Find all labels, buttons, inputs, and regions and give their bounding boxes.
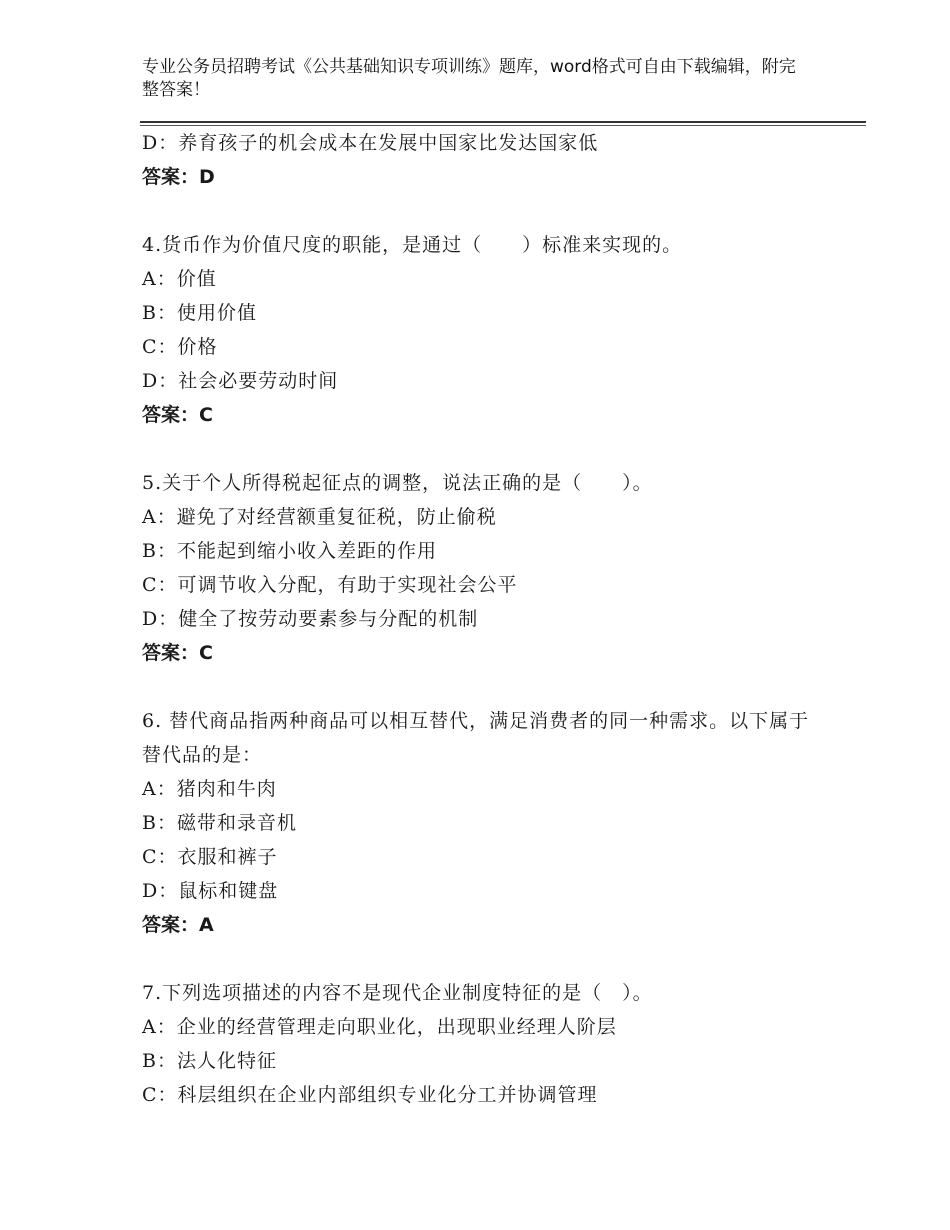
question-6-answer: 答案：A (142, 914, 214, 936)
spacer (142, 432, 842, 466)
question-6-option-a: A：猪肉和牛肉 (142, 778, 277, 800)
question-5-option-a: A：避免了对经营额重复征税，防止偷税 (142, 506, 497, 528)
question-6-text: 6. 替代商品指两种商品可以相互替代，满足消费者的同一种需求。以下属于替代品的是： (142, 710, 810, 766)
question-4-answer: 答案：C (142, 404, 213, 426)
spacer (142, 670, 842, 704)
question-7-option-a: A：企业的经营管理走向职业化，出现职业经理人阶层 (142, 1016, 617, 1038)
spacer (142, 942, 842, 976)
question-4-text: 4.货币作为价值尺度的职能，是通过（ ）标准来实现的。 (142, 234, 683, 256)
header-rule-thick (140, 121, 866, 123)
question-4-option-a: A：价值 (142, 268, 217, 290)
page-header: 专业公务员招聘考试《公共基础知识专项训练》题库，word格式可自由下载编辑，附完整答案！ (142, 57, 796, 100)
question-7-option-c: C：科层组织在企业内部组织专业化分工并协调管理 (142, 1084, 598, 1106)
question-6-option-b: B：磁带和录音机 (142, 812, 297, 834)
question-5-text: 5.关于个人所得税起征点的调整，说法正确的是（ ）。 (142, 472, 653, 494)
question-4-option-c: C：价格 (142, 336, 218, 358)
question-5-answer: 答案：C (142, 642, 213, 664)
question-4-option-d: D：社会必要劳动时间 (142, 370, 339, 392)
question-4-option-b: B：使用价值 (142, 302, 257, 324)
spacer (142, 194, 842, 228)
question-6-option-d: D：鼠标和键盘 (142, 880, 279, 902)
question-6-option-c: C：衣服和裤子 (142, 846, 278, 868)
document-body (142, 126, 842, 1112)
question-7-text: 7.下列选项描述的内容不是现代企业制度特征的是（ ）。 (142, 982, 653, 1004)
answer-line: 答案：D (142, 166, 215, 188)
option-d: D：养育孩子的机会成本在发展中国家比发达国家低 (142, 132, 599, 154)
question-5-option-c: C：可调节收入分配，有助于实现社会公平 (142, 574, 518, 596)
question-5-option-d: D：健全了按劳动要素参与分配的机制 (142, 608, 479, 630)
question-7-option-b: B：法人化特征 (142, 1050, 277, 1072)
question-5-option-b: B：不能起到缩小收入差距的作用 (142, 540, 437, 562)
